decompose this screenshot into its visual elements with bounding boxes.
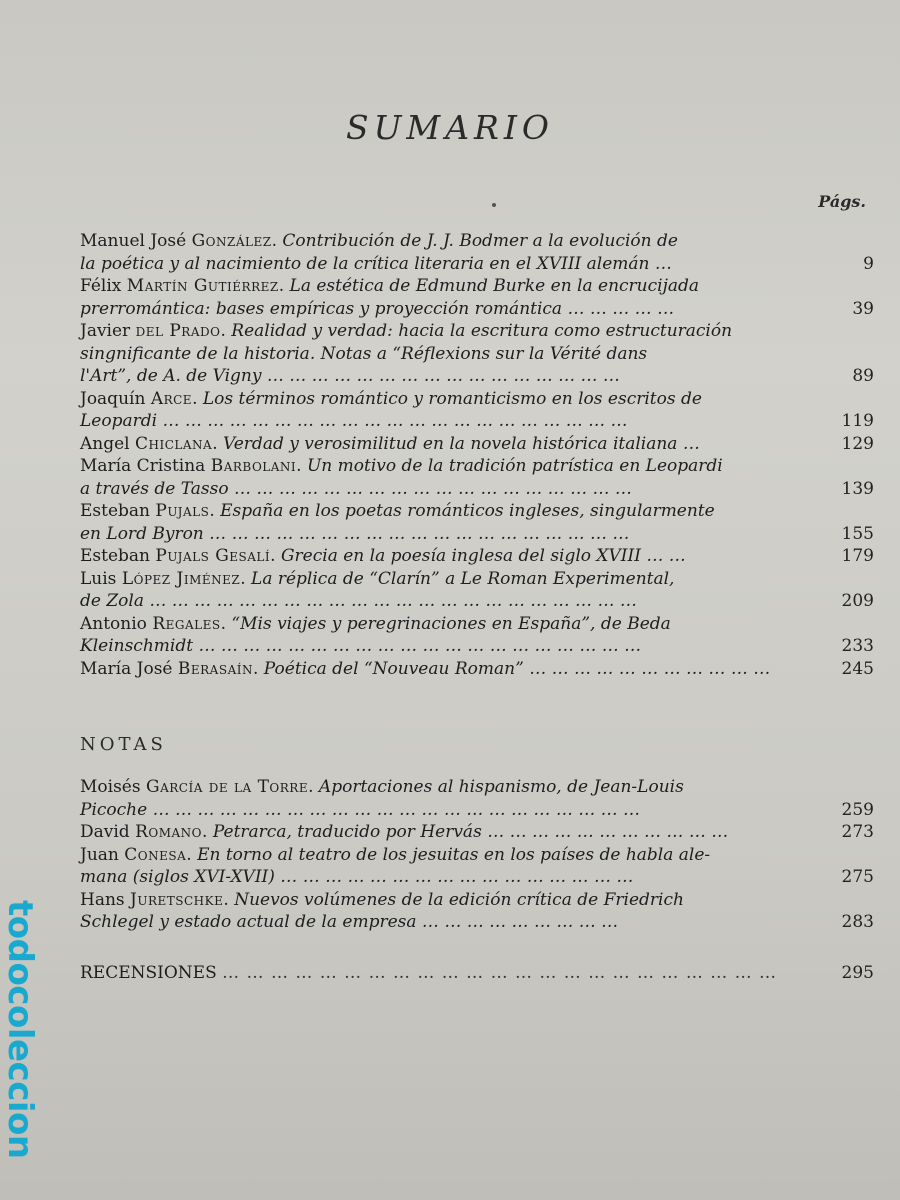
entry-line xyxy=(80,799,826,822)
toc-entry xyxy=(80,568,874,613)
work-title-line: Leopardi … … … … … … … … … … … … … … … … … … … … … xyxy=(80,411,628,431)
notas-list xyxy=(80,776,874,934)
toc-entry xyxy=(80,844,874,889)
entry-line xyxy=(80,298,826,321)
work-title-line: Nuevos volúmenes de la edición crítica de Friedrich xyxy=(234,889,684,910)
author-surname: Martín Gutiérrez xyxy=(126,276,279,296)
toc-entry xyxy=(80,821,874,844)
separator: . xyxy=(220,321,232,341)
toc-entry xyxy=(80,433,874,456)
work-title-line: mana (siglos XVI-XVII) … … … … … … … … … … … … … … … … xyxy=(80,867,634,887)
page-number: 275 xyxy=(841,867,874,887)
author-surname: Pujals xyxy=(155,501,210,521)
work-title-line: a través de Tasso … … … … … … … … … … … … … … … … … … xyxy=(80,478,632,499)
author-surname: García de la Torre xyxy=(146,777,309,797)
page-number: 9 xyxy=(863,253,874,274)
entry-line xyxy=(80,568,826,591)
page-number: 129 xyxy=(841,433,874,454)
entry-line xyxy=(80,635,826,658)
work-title-line: La réplica de “Clarín” a Le Roman Experimental, xyxy=(251,568,675,589)
work-title-line: Aportaciones al hispanismo, de Jean-Louis xyxy=(318,777,684,797)
entry-line xyxy=(80,365,826,388)
page-number: 89 xyxy=(852,366,874,386)
author-surname: González xyxy=(191,231,272,251)
work-title-line: Los términos romántico y romanticismo en los escritos de xyxy=(202,388,702,409)
entry-line xyxy=(80,844,826,867)
page-number: 209 xyxy=(841,591,874,611)
toc-entry xyxy=(80,455,874,500)
work-title-line: Grecia en la poesía inglesa del siglo XVIII … … xyxy=(280,546,686,566)
separator: . xyxy=(209,501,221,521)
entry-line xyxy=(80,911,826,934)
author-surname: Pujals Gesalí xyxy=(155,546,271,566)
separator: . xyxy=(220,613,232,634)
work-title-line: l'Art”, de A. de Vigny … … … … … … … … … … … … … … … … xyxy=(80,366,620,386)
page-number: 245 xyxy=(841,658,874,679)
recensiones-entry xyxy=(80,962,874,985)
separator: . xyxy=(270,546,281,566)
work-title-line: prerromántica: bases empíricas y proyección romántica … … … … … xyxy=(80,298,675,319)
work-title-line: en Lord Byron … … … … … … … … … … … … … … … … … … … xyxy=(80,523,630,544)
entry-line xyxy=(80,275,826,298)
work-title-line: La estética de Edmund Burke en la encrucijada xyxy=(289,276,700,296)
entry-line xyxy=(80,658,826,681)
author-first-name: David xyxy=(80,822,136,842)
author-first-name: Joaquín xyxy=(80,388,151,409)
author-surname: Juretschke xyxy=(130,889,224,910)
entry-line xyxy=(80,500,826,523)
work-title-line: Contribución de J. J. Bodmer a la evolución de xyxy=(282,231,678,251)
author-first-name: Juan xyxy=(80,844,125,865)
work-title-line: Kleinschmidt … … … … … … … … … … … … … … … … … … … … xyxy=(80,636,642,656)
entry-line xyxy=(80,523,826,546)
page-number: 155 xyxy=(841,523,874,544)
entry-line xyxy=(80,388,826,411)
entry-line xyxy=(80,253,826,276)
leader-dots: … … … … … … … … … … … … … … … … … … … … … … … xyxy=(222,963,778,983)
author-surname: Berasaín xyxy=(177,658,253,679)
author-surname: López Jiménez xyxy=(121,568,241,589)
recensiones-label: RECENSIONES xyxy=(80,963,217,983)
work-title-line: de Zola … … … … … … … … … … … … … … … … … … … … … … xyxy=(80,591,637,611)
notas-heading: NOTAS xyxy=(80,734,167,755)
author-first-name: Esteban xyxy=(80,546,156,566)
entry-line xyxy=(80,433,826,456)
toc-entry xyxy=(80,275,874,320)
author-first-name: Angel xyxy=(80,433,136,454)
author-first-name: Hans xyxy=(80,889,131,910)
work-title-line: Schlegel y estado actual de la empresa … … … … … … … … … xyxy=(80,912,619,932)
toc-entry xyxy=(80,962,874,985)
separator: . xyxy=(308,777,319,797)
toc-entry xyxy=(80,889,874,934)
author-first-name: Félix xyxy=(80,276,127,296)
pages-column-label: Págs. xyxy=(818,192,866,211)
work-title-line: Verdad y verosimilitud en la novela histórica italiana … xyxy=(223,433,700,454)
page-number: 39 xyxy=(852,298,874,319)
toc-entry xyxy=(80,776,874,821)
watermark-logo xyxy=(2,900,42,1190)
page-number: 233 xyxy=(841,636,874,656)
toc-entry xyxy=(80,613,874,658)
author-first-name: María Cristina xyxy=(80,456,211,476)
toc-entry xyxy=(80,658,874,681)
separator: . xyxy=(252,658,264,679)
entry-line xyxy=(80,866,826,889)
separator: . xyxy=(271,231,283,251)
toc-entry xyxy=(80,500,874,545)
author-first-name: Manuel José xyxy=(80,231,192,251)
author-surname: Regales xyxy=(152,613,221,634)
page-number: 295 xyxy=(841,963,874,983)
author-surname: del Prado xyxy=(135,321,221,341)
author-surname: Chiclana xyxy=(135,433,213,454)
work-title-line: Petrarca, traducido por Hervás … … … … … … … … … … … xyxy=(212,822,729,842)
author-first-name: Esteban xyxy=(80,501,156,521)
separator: . xyxy=(202,822,213,842)
page-number: 179 xyxy=(841,546,874,566)
page-title: SUMARIO xyxy=(346,108,554,147)
separator: . xyxy=(212,433,224,454)
work-title-line: Poética del “Nouveau Roman” … … … … … … … … … … … xyxy=(263,658,771,679)
work-title-line: Picoche … … … … … … … … … … … … … … … … … … … … … … xyxy=(80,799,641,820)
work-title-line: Realidad y verdad: hacia la escritura como estructuración xyxy=(231,321,733,341)
separator: . xyxy=(240,568,252,589)
entry-line xyxy=(80,343,826,366)
author-surname: Arce xyxy=(150,388,193,409)
author-surname: Conesa xyxy=(124,844,187,865)
author-surname: Romano xyxy=(135,822,203,842)
toc-entry xyxy=(80,230,874,275)
entry-line xyxy=(80,230,826,253)
toc-entry xyxy=(80,320,874,388)
ink-speck xyxy=(492,203,496,207)
toc-entry xyxy=(80,388,874,433)
entry-line xyxy=(80,889,826,912)
author-first-name: Antonio xyxy=(80,613,153,634)
author-first-name: Moisés xyxy=(80,777,146,797)
author-first-name: Luis xyxy=(80,568,122,589)
work-title-line: singnificante de la historia. Notas a “Réflexions sur la Vérité dans xyxy=(80,343,648,364)
entry-line xyxy=(80,320,826,343)
entry-line xyxy=(80,590,826,613)
page-number: 259 xyxy=(841,799,874,820)
table-of-contents xyxy=(80,230,874,680)
entry-line xyxy=(80,410,826,433)
entry-line xyxy=(80,455,826,478)
toc-entry xyxy=(80,545,874,568)
separator: . xyxy=(296,456,307,476)
entry-line xyxy=(80,821,826,844)
entry-line xyxy=(80,613,826,636)
separator: . xyxy=(223,889,235,910)
author-surname: Barbolani xyxy=(210,456,297,476)
page-number: 119 xyxy=(841,411,874,431)
author-first-name: María José xyxy=(80,658,178,679)
entry-line xyxy=(80,776,826,799)
work-title-line: Un motivo de la tradición patrística en Leopardi xyxy=(306,456,723,476)
author-first-name: Javier xyxy=(80,321,136,341)
page-number: 283 xyxy=(841,912,874,932)
entry-line xyxy=(80,545,826,568)
entry-line xyxy=(80,478,826,501)
page-number: 139 xyxy=(841,478,874,499)
work-title-line: España en los poetas románticos ingleses, singularmente xyxy=(220,501,715,521)
separator: . xyxy=(186,844,198,865)
work-title-line: En torno al teatro de los jesuitas en los países de habla ale- xyxy=(197,844,711,865)
work-title-line: “Mis viajes y peregrinaciones en España”, de Beda xyxy=(231,613,671,634)
work-title-line: la poética y al nacimiento de la crítica literaria en el XVIII alemán … xyxy=(80,253,672,274)
page-number: 273 xyxy=(841,822,874,842)
separator: . xyxy=(192,388,203,409)
separator: . xyxy=(278,276,290,296)
watermark-text: todocoleccion xyxy=(0,900,40,1159)
